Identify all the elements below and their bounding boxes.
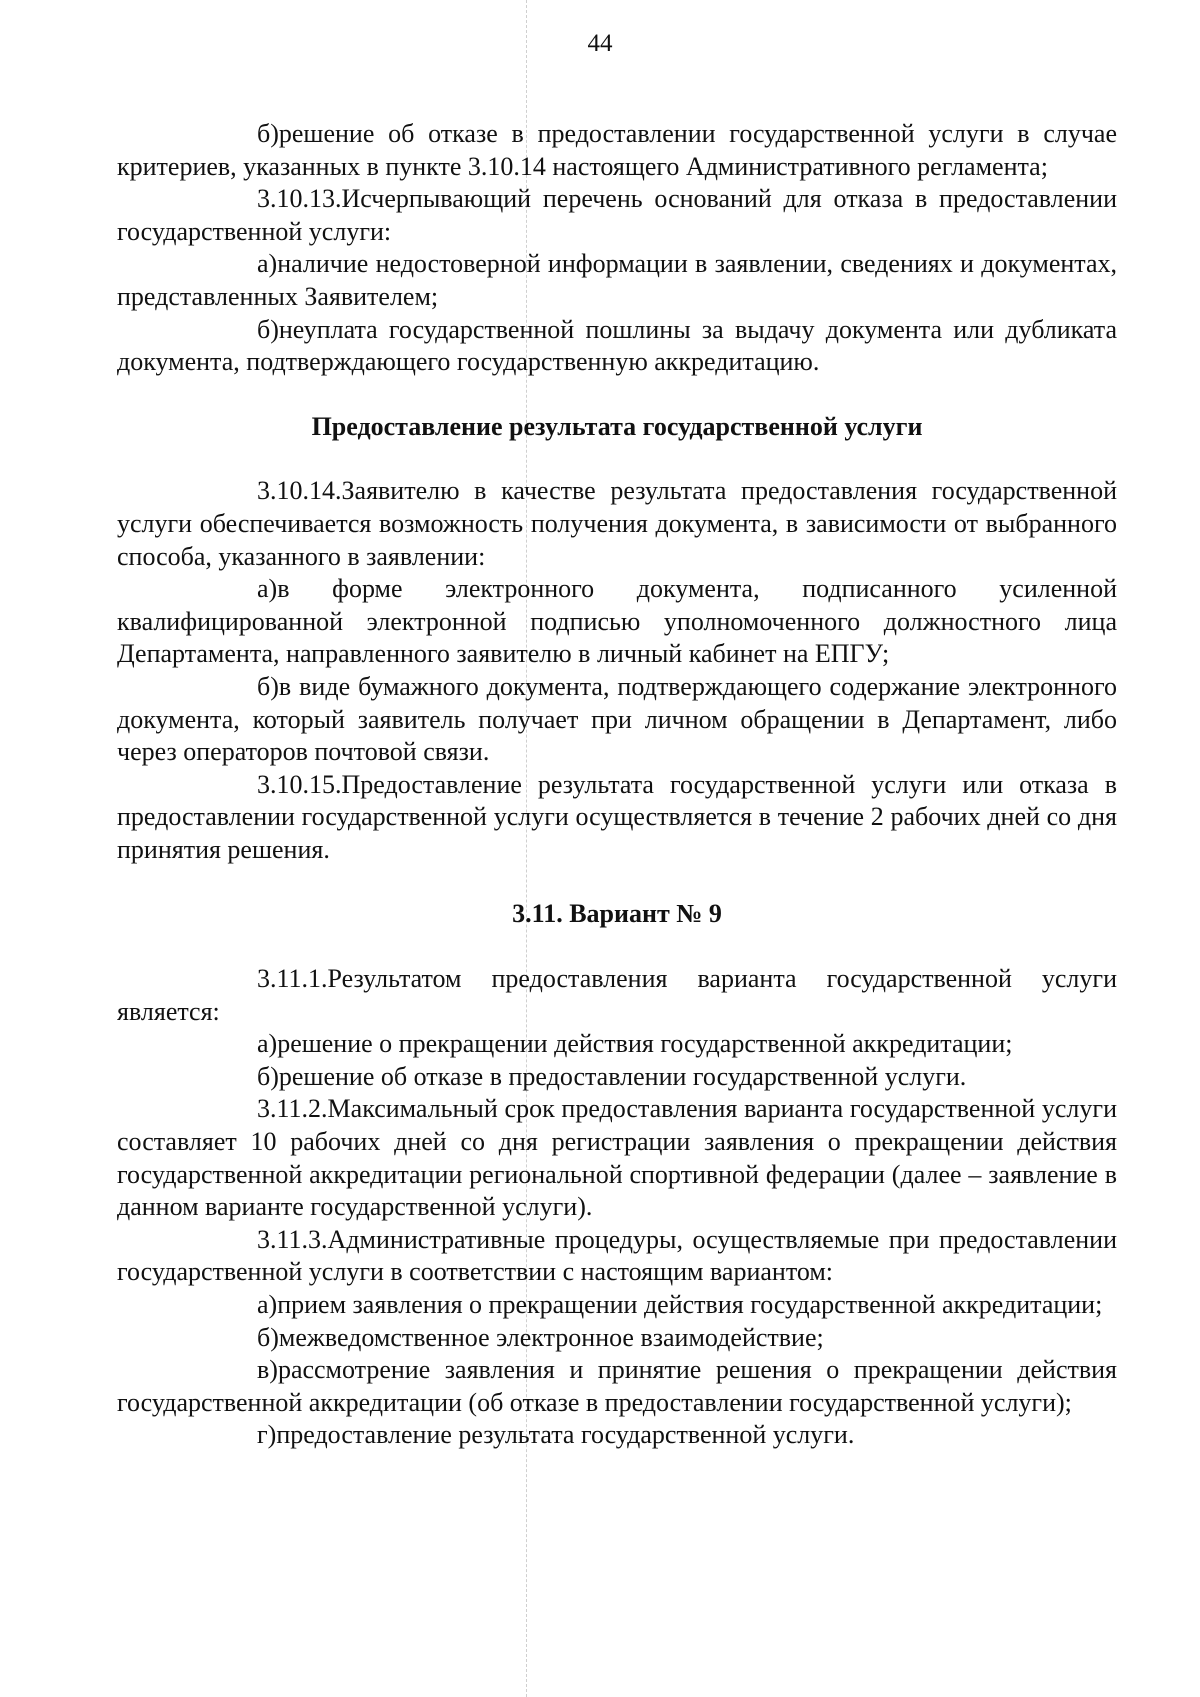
paragraph-text: решение об отказе в предоставлении государственной услуги. xyxy=(278,1061,967,1091)
section-heading-result: Предоставление результата государственной услуги xyxy=(311,411,923,441)
paragraph-text: решение об отказе в предоставлении государственной услуги в случае критериев, указанных в пункте 3.10.14 настоящего Административного регламента; xyxy=(117,119,1117,181)
paragraph-3-11-2 xyxy=(117,1093,1117,1223)
paragraph-text: межведомственное электронное взаимодействие; xyxy=(278,1322,824,1352)
paragraph-item-b-unpaid-duty xyxy=(117,314,1117,379)
paragraph-number: а) xyxy=(257,1290,278,1319)
paragraph-3-10-15 xyxy=(117,769,1117,867)
paragraph-text: предоставление результата государственной услуги. xyxy=(276,1420,855,1450)
paragraph-3-11-1 xyxy=(117,963,1117,1028)
paragraph-text: рассмотрение заявления и принятие решения о прекращении действия государственной аккредитации (об отказе в предоставлении государственной услуги); xyxy=(117,1355,1117,1417)
paragraph-number: в) xyxy=(257,1355,278,1385)
paragraph-text: наличие недостоверной информации в заявлении, сведениях и документах, представленных Заявителем; xyxy=(117,249,1117,311)
paragraph-item-a-electronic xyxy=(117,573,1117,671)
paragraph-item-b-refusal-variant xyxy=(117,1061,1117,1094)
paragraph-item-b-paper xyxy=(117,671,1117,769)
paragraph-3-11-3 xyxy=(117,1224,1117,1289)
paragraph-3-10-13 xyxy=(117,183,1117,248)
paragraph-item-a-unreliable-info xyxy=(117,248,1117,313)
paragraph-number: 3.11.1. xyxy=(257,964,328,994)
paragraph-number: а) xyxy=(257,574,278,604)
paragraph-item-a-reception xyxy=(117,1289,1117,1322)
paragraph-text: прием заявления о прекращении действия государственной аккредитации; xyxy=(277,1290,1103,1319)
paragraph-text: в форме электронного документа, подписанного усиленной квалифицированной электронной подписью уполномоченного должностного лица Департамента, направленного заявителю в личный кабинет на ЕПГУ; xyxy=(117,574,1117,669)
paragraph-text: Административные процедуры, осуществляемые при предоставлении государственной услуги в соответствии с настоящим вариантом: xyxy=(117,1224,1117,1287)
paragraph-number: б) xyxy=(257,671,279,701)
paragraph-3-10-14 xyxy=(117,475,1117,573)
paragraph-number: 3.10.15. xyxy=(257,769,342,799)
paragraph-item-v-review xyxy=(117,1354,1117,1419)
paragraph-number: а) xyxy=(257,1029,278,1059)
paragraph-number: б) xyxy=(257,314,279,344)
paragraph-number: б) xyxy=(257,1061,279,1091)
section-heading-variant: 3.11. Вариант № 9 xyxy=(512,899,722,929)
paragraph-number: а) xyxy=(257,249,278,279)
paragraph-item-b-interagency xyxy=(117,1322,1117,1355)
paragraph-item-b-refusal xyxy=(117,118,1117,183)
paragraph-item-a-termination xyxy=(117,1028,1117,1061)
paragraph-number: 3.10.13. xyxy=(257,184,342,214)
paragraph-text: неуплата государственной пошлины за выдачу документа или дубликата документа, подтверждающего государственную аккредитацию. xyxy=(117,314,1117,377)
paragraph-text: Предоставление результата государственной услуги или отказа в предоставлении государственной услуги осуществляется в течение 2 рабочих дней со дня принятия решения. xyxy=(117,769,1117,864)
paragraph-text: Результатом предоставления варианта государственной услуги является: xyxy=(117,964,1117,1026)
page-number: 44 xyxy=(587,30,613,57)
paragraph-text: в виде бумажного документа, подтверждающего содержание электронного документа, который заявитель получает при личном обращении в Департамент, либо через операторов почтовой связи. xyxy=(117,671,1117,767)
paragraph-number: г) xyxy=(257,1420,277,1450)
paragraph-number: 3.11.2. xyxy=(257,1094,328,1124)
paragraph-number: 3.11.3. xyxy=(257,1224,328,1254)
paragraph-number: б) xyxy=(257,1322,279,1352)
document-body xyxy=(117,118,1117,1452)
paragraph-text: решение о прекращении действия государственной аккредитации; xyxy=(277,1029,1013,1059)
paragraph-text: Максимальный срок предоставления варианта государственной услуги составляет 10 рабочих дней со дня регистрации заявления о прекращении действия государственной аккредитации региональной спортивной федерации (далее – заявление в данном варианте государственной услуги). xyxy=(117,1094,1117,1222)
paragraph-text: Исчерпывающий перечень оснований для отказа в предоставлении государственной услуги: xyxy=(117,184,1117,246)
paragraph-item-g-result xyxy=(117,1419,1117,1452)
paragraph-text: Заявителю в качестве результата предоставления государственной услуги обеспечивается возможность получения документа, в зависимости от выбранного способа, указанного в заявлении: xyxy=(117,476,1117,571)
paragraph-number: б) xyxy=(257,119,279,148)
paragraph-number: 3.10.14. xyxy=(257,476,342,506)
